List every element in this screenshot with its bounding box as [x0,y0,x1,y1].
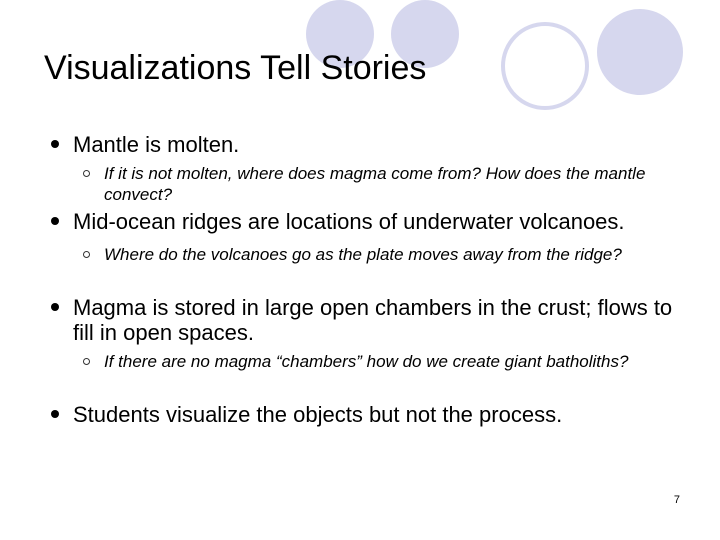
slide-title: Visualizations Tell Stories [44,49,427,87]
sub-bullet-marker [83,251,90,258]
bullet-marker [51,217,59,225]
sub-bullet-item: If it is not molten, where does magma come from? How does the mantle convect? [104,164,646,204]
bullet-marker [51,303,59,311]
sub-bullet-marker [83,358,90,365]
page-number: 7 [673,494,680,506]
bullet-item: Mid-ocean ridges are locations of underwater volcanoes. [73,209,625,234]
decorative-circle [597,9,683,95]
sub-bullet-item: If there are no magma “chambers” how do we create giant batholiths? [104,352,629,371]
bullet-marker [51,410,59,418]
bullet-item: Students visualize the objects but not the process. [73,402,563,427]
sub-bullet-item: Where do the volcanoes go as the plate moves away from the ridge? [104,245,622,264]
decorative-circle [503,24,587,108]
sub-bullet-marker [83,170,90,177]
bullet-marker [51,140,59,148]
bullet-item: Magma is stored in large open chambers in the crust; flows to fill in open spaces. [73,295,673,345]
bullet-item: Mantle is molten. [73,132,240,157]
